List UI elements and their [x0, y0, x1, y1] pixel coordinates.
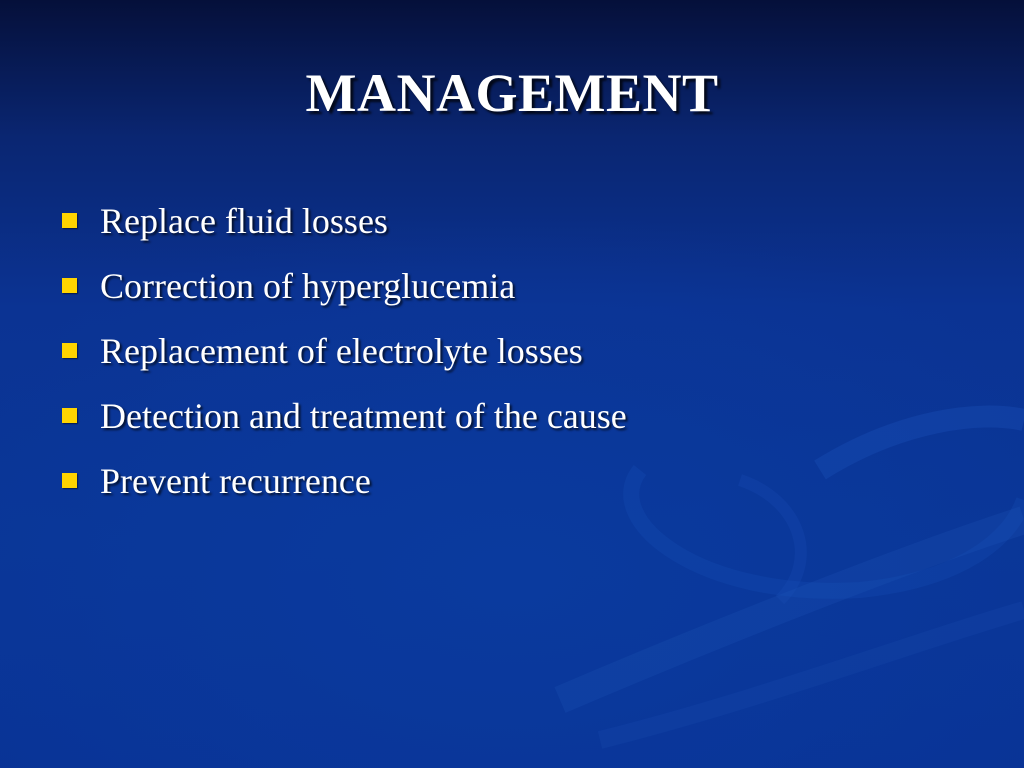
square-bullet-icon [62, 278, 77, 293]
square-bullet-icon [62, 408, 77, 423]
bullet-text: Correction of hyperglucemia [100, 265, 516, 306]
square-bullet-icon [62, 213, 77, 228]
bullet-item [62, 318, 627, 383]
bullet-item [62, 188, 627, 253]
bullet-text: Detection and treatment of the cause [100, 395, 627, 436]
bullet-text: Replace fluid losses [100, 200, 388, 241]
bullet-item [62, 383, 627, 448]
slide-title: MANAGEMENT [305, 63, 719, 123]
bullet-text: Prevent recurrence [100, 460, 371, 501]
bullet-text: Replacement of electrolyte losses [100, 330, 583, 371]
bullet-list [62, 188, 627, 513]
square-bullet-icon [62, 343, 77, 358]
square-bullet-icon [62, 473, 77, 488]
bullet-item [62, 253, 627, 318]
bullet-item [62, 448, 627, 513]
